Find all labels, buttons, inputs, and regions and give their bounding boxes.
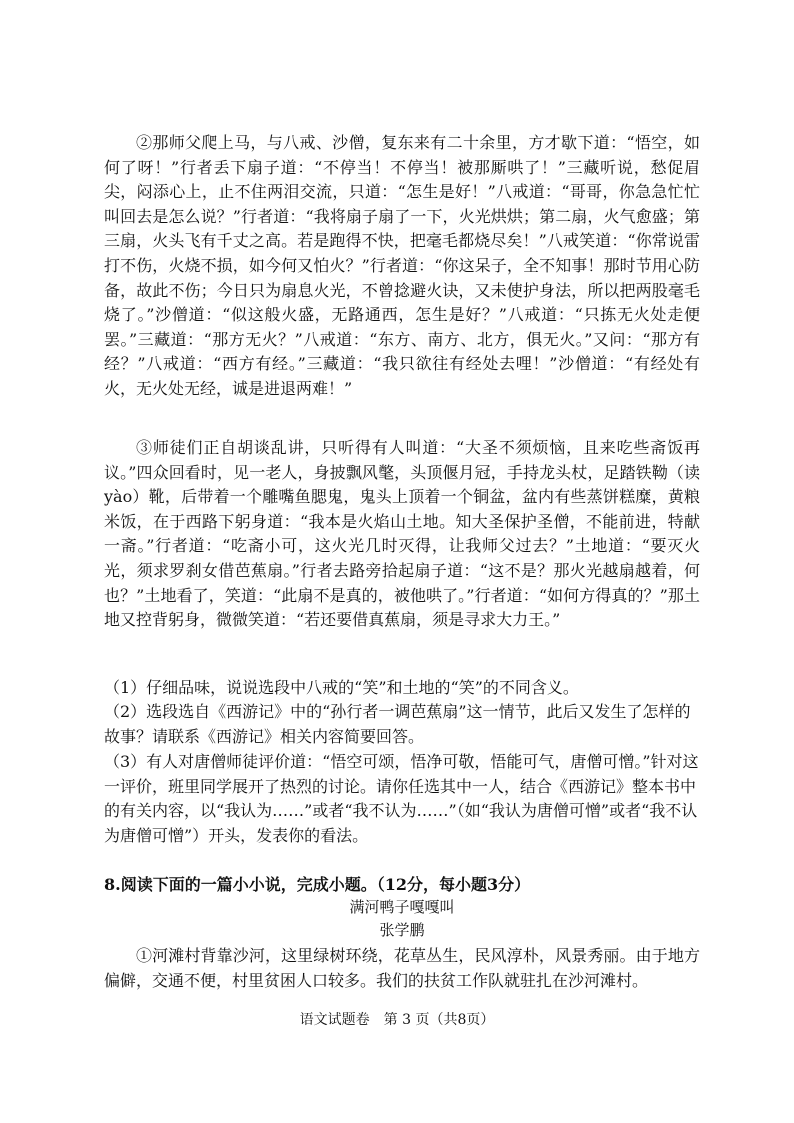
question-1: （1）仔细品味，说说选段中八戒的“笑”和土地的“笑”的不同含义。 [104,678,579,697]
question-3: （3）有人对唐僧师徒评价道：“悟空可颂，悟净可敬，悟能可气，唐僧可憎。”针对这一评价，班里同学展开了热烈的讨论。请你任选其中一人，结合《西游记》整本书中的有关内容，以“我认为……”或者“我不认为……”（如“我认为唐僧可憎”或者“我不认为唐僧可憎”）开头，发表你的看法。 [104,752,699,845]
story-author: 张学鹏 [379,921,425,939]
page-footer: 语文试题卷 第 3 页（共8页） [299,1012,495,1028]
passage-paragraph-2: ②那师父爬上马，与八戒、沙僧，复东来有二十余里，方才歇下道：“悟空，如何了呀！”行者丢下扇子道：“不停当！不停当！被那厮哄了！”三藏听说，愁促眉尖，闷添心上，止不住两泪交流，只道：“怎生是好！”八戒道：“哥哥，你急急忙忙叫回去是怎么说？”行者道：“我将扇子扇了一下，火光烘烘；第二扇，火气愈盛；第三扇，火头飞有千丈之高。若是跑得不快，把毫毛都烧尽矣！”八戒笑道：“你常说雷打不伤，火烧不损，如今何又怕火？”行者道：“你这呆子，全不知事！那时节用心防备，故此不伤；今日只为扇息火光，不曾捻避火诀，又未使护身法，所以把两股毫毛烧了。”沙僧道：“似这般火盛，无路通西，怎生是好？”八戒道：“只拣无火处走便罢。”三藏道：“那方无火？”八戒道：“东方、南方、北方，俱无火。”又问：“那方有经？”八戒道：“西方有经。”三藏道：“我只欲往有经处去哩！”沙僧道：“有经处有火，无火处无经，诚是进退两难！” [104,133,700,398]
story-paragraph-1: ①河滩村背靠沙河，这里绿树环绕，花草丛生，民风淳朴，风景秀丽。由于地方偏僻，交通不便，村里贫困人口较多。我们的扶贫工作队就驻扎在沙河滩村。 [104,946,700,990]
story-title: 满河鸭子嘎嘎叫 [349,898,455,916]
passage-paragraph-3: ③师徒们正自胡谈乱讲，只听得有人叫道：“大圣不须烦恼，且来吃些斋饭再议。”四众回看时，见一老人，身披飘风氅，头顶偃月冠，手持龙头杖，足踏铁靿（读yào）靴，后带着一个雕嘴鱼腮鬼，鬼头上顶着一个铜盆，盆内有些蒸饼糕糜，黄粮米饭，在于西路下躬身道：“我本是火焰山土地。知大圣保护圣僧，不能前进，特献一斋。”行者道：“吃斋小可，这火光几时灭得，让我师父过去？”土地道：“要灭火光，须求罗刹女借芭蕉扇。”行者去路旁拾起扇子道：“这不是？那火光越扇越着，何也？”土地看了，笑道：“此扇不是真的，被他哄了。”行者道：“如何方得真的？”那土地又控背躬身，微微笑道：“若还要借真蕉扇，须是寻求大力王。” [104,438,700,630]
question-2: （2）选段选自《西游记》中的“孙行者一调芭蕉扇”这一情节，此后又发生了怎样的故事？请联系《西游记》相关内容简要回答。 [104,702,691,746]
section-8-heading: 8.阅读下面的一篇小小说，完成小题。（12分，每小题3分） [104,875,531,894]
